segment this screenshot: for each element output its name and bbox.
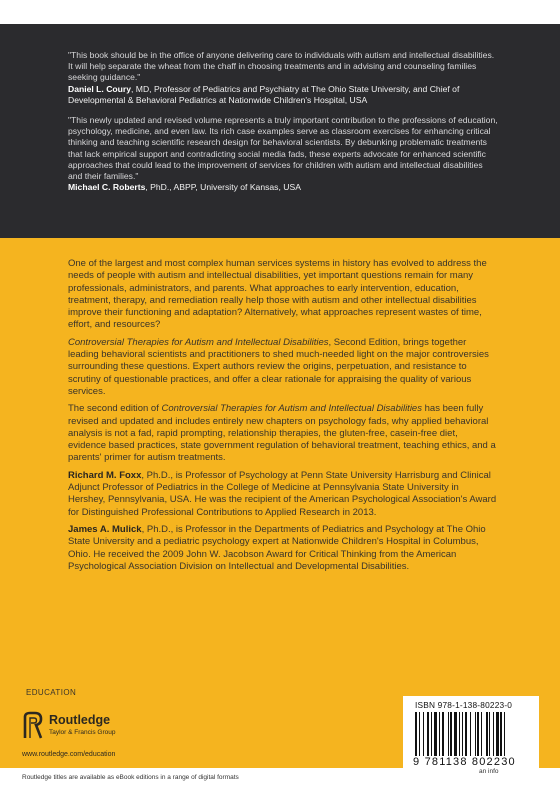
info-text: an info	[479, 768, 499, 775]
publisher-name: Routledge	[49, 713, 111, 727]
barcode-bar	[450, 712, 452, 756]
description-text: , Second Edition, brings together leading behavioral scientists and practitioners to shed much-needed light on the major controversies surrounding these questions. Expert authors review the origins, perpetuation, and resistance to scrutiny of questionable practices, and offer a clear rationale for appraising the quality of various services.	[68, 336, 489, 397]
reviews-list	[68, 50, 498, 202]
description-paragraph: One of the largest and most complex human services systems in history has evolved to address the needs of people with autism and intellectual disabilities, yet important questions remain for many professionals, administrators, and parents. What approaches to early intervention, education, treatment, therapy, and remediation really help those with autism and other intellectual disabilities improve their functioning and adaptation? Alternatively, what approaches represent wastes of time, effort, and resources?	[68, 258, 487, 331]
barcode-bar	[496, 712, 499, 756]
barcode-bar	[423, 712, 424, 756]
publisher-logo	[22, 711, 222, 751]
author-name: Richard M. Foxx	[68, 469, 142, 481]
review-quote: "This newly updated and revised volume represents a truly important contribution to the professions of education, psychology, medicine, and even law. Its rich case examples serve as classroom exercises for enhancing critical thinking and teaching scientific research design for behavioral scientists. By debunking problematic treatments that lack empirical support and contradicting social media fads, these experts advocate for enhanced scientific approaches that could lead to the improvement of services for children with autism and intellectual disabilities and their families."	[68, 115, 498, 182]
author-bio-text: , Ph.D., is Professor of Psychology at Penn State University Harrisburg and Clinical Adjunct Professor of Pediatrics in the College of Medicine at Pennsylvania State University in Hershey, Pennsylvania, USA. He was the recipient of the American Psychological Association's Award for Distinguished Professional Contributions to Applied Research in 2013.	[68, 469, 497, 518]
barcode-bar	[504, 712, 505, 756]
barcode-bar	[486, 712, 488, 756]
publisher-website: www.routledge.com/education	[22, 751, 116, 758]
barcode-bar	[481, 712, 482, 756]
barcode-bar	[462, 712, 463, 756]
footer	[0, 768, 560, 800]
book-title: Controversial Therapies for Autism and Intellectual Disabilities	[68, 336, 329, 348]
description-text: The second edition of	[68, 403, 162, 415]
barcode-bar	[489, 712, 490, 756]
author-name: James A. Mulick	[68, 523, 142, 535]
book-description	[68, 258, 498, 578]
barcode-bar	[500, 712, 502, 756]
barcode-bar	[439, 712, 440, 756]
review-attribution	[68, 84, 498, 106]
publisher-group: Taylor & Francis Group	[49, 729, 116, 736]
barcode-bar	[454, 712, 457, 756]
description-panel	[0, 238, 560, 768]
barcode-bar	[431, 712, 432, 756]
barcode-bar	[493, 712, 494, 756]
barcode-digits: 9 781138 802230	[413, 756, 516, 768]
barcode-bar	[442, 712, 444, 756]
description-paragraph	[68, 403, 498, 464]
description-text: has been fully revised and updated and includes entirely new chapters on psychology fads, why applied behavioral analysis is not a fad, rapid prompting, relationship therapies, the gluten-free, casein-free diet, evidence based practices, state government regulation of behavioral treatment, teaching ethics, and a parents' primer for autism treatments.	[68, 403, 496, 464]
subject-category: EDUCATION	[26, 688, 77, 697]
reviewer-credentials: , MD, Professor of Pediatrics and Psychiatry at The Ohio State University, and Chief of Developmental & Behavioral Pediatrics at Nationwide Children's Hospital, USA	[68, 83, 460, 105]
isbn-label: ISBN 978-1-138-80223-0	[415, 700, 513, 710]
description-paragraph	[68, 337, 498, 398]
review-attribution	[68, 182, 498, 193]
author-bio	[68, 524, 498, 573]
barcode-bar	[470, 712, 471, 756]
barcode-bar	[465, 712, 467, 756]
barcode-bar	[475, 712, 476, 756]
reviews-panel	[0, 24, 560, 238]
barcode-bar	[477, 712, 479, 756]
routledge-logo-icon	[22, 711, 44, 741]
barcode-bar	[459, 712, 460, 756]
top-margin	[0, 0, 560, 24]
barcode-bar	[419, 712, 420, 756]
author-bio	[68, 470, 498, 519]
barcode-bars	[415, 712, 527, 756]
reviewer-credentials: , PhD., ABPP, University of Kansas, USA	[145, 182, 301, 193]
book-title: Controversial Therapies for Autism and Intellectual Disabilities	[161, 403, 422, 415]
author-bio-text: , Ph.D., is Professor in the Departments of Pediatrics and Psychology at The Ohio State University and a pediatric psychology expert at Nationwide Children's Hospital in Columbus, Ohio. He received the 2009 John W. Jacobson Award for Critical Thinking from the American Psychological Association Division on Intellectual and Developmental Disabilities.	[68, 523, 486, 572]
barcode-box	[403, 696, 539, 772]
barcode-bar	[415, 712, 417, 756]
barcode-bar	[427, 712, 429, 756]
barcode-bar	[448, 712, 449, 756]
review-quote: "This book should be in the office of anyone delivering care to individuals with autism and intellectual disabilities. It will help separate the wheat from the chaff in choosing treatments and in advising and counseling families seeking guidance."	[68, 50, 495, 83]
reviewer-name: Michael C. Roberts	[68, 182, 146, 193]
ebook-note: Routledge titles are available as eBook editions in a range of digital formats	[22, 774, 239, 781]
reviewer-name: Daniel L. Coury	[68, 83, 132, 94]
barcode-bar	[434, 712, 437, 756]
